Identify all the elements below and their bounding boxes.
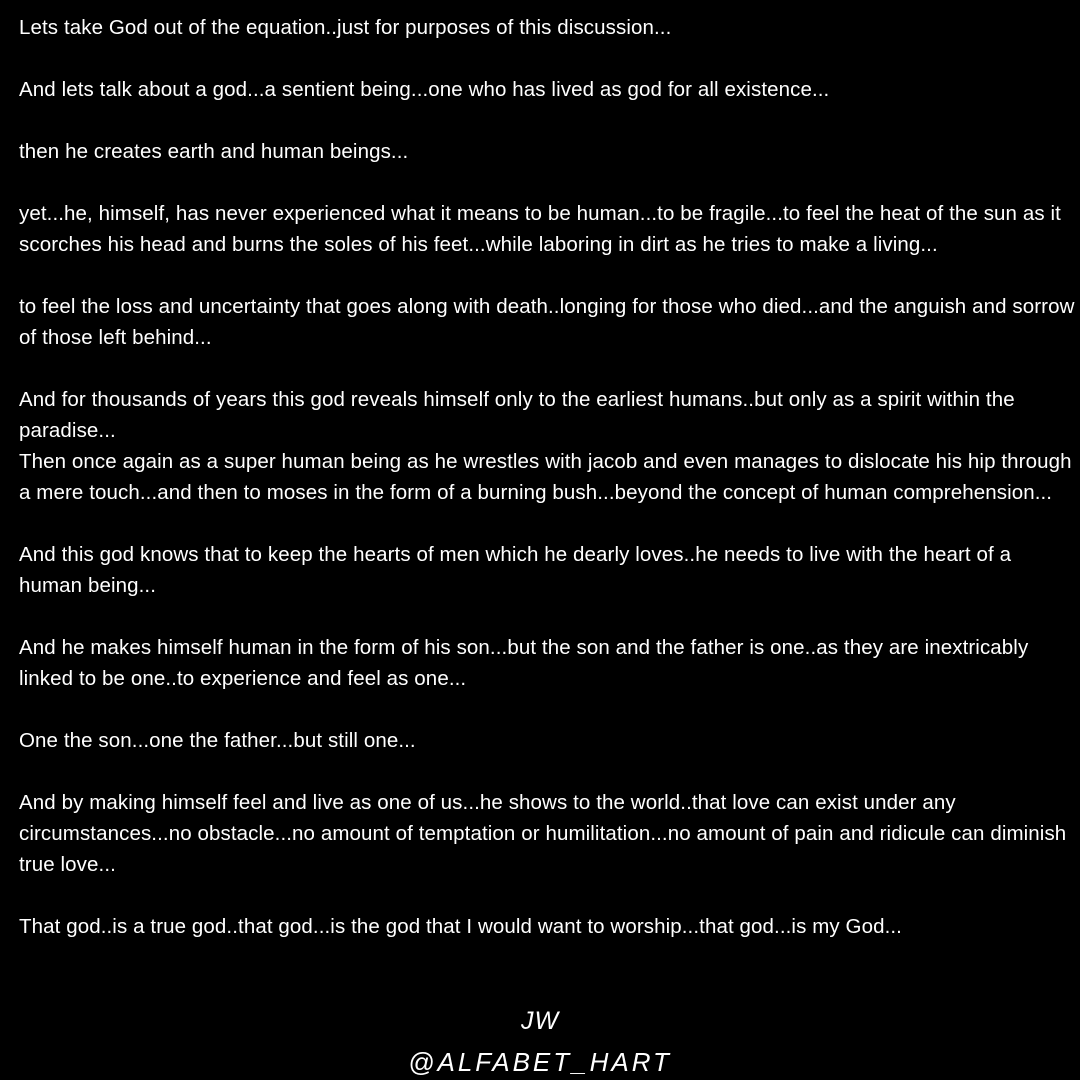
paragraph: That god..is a true god..that god...is the god that I would want to worship...that god...is my God... bbox=[19, 915, 902, 938]
paragraph: And lets talk about a god...a sentient being...one who has lived as god for all existence... bbox=[19, 78, 830, 101]
paragraph: yet...he, himself, has never experienced what it means to be human...to be fragile...to feel the heat of the sun as it scorches his head and burns the soles of his feet...while laboring in dirt as he tries to make a living... bbox=[19, 202, 1061, 256]
paragraph: One the son...one the father...but still one... bbox=[19, 729, 416, 752]
paragraph: And this god knows that to keep the hearts of men which he dearly loves..he needs to live with the heart of a human being... bbox=[19, 543, 1012, 597]
paragraph: And he makes himself human in the form of his son...but the son and the father is one..as they are inextricably linked to be one..to experience and feel as one... bbox=[19, 636, 1029, 690]
author-signature: JW bbox=[520, 1007, 560, 1035]
author-handle: @ALFABET_HART bbox=[408, 1047, 672, 1077]
paragraph: And for thousands of years this god reveals himself only to the earliest humans..but only as a spirit within the paradise... bbox=[19, 388, 1015, 442]
paragraph: Then once again as a super human being as he wrestles with jacob and even manages to dislocate his hip through a mere touch...and then to moses in the form of a burning bush...beyond the concept of human comprehension... bbox=[19, 450, 1072, 504]
poem-body bbox=[19, 12, 1077, 942]
paragraph: Lets take God out of the equation..just for purposes of this discussion... bbox=[19, 16, 672, 39]
paragraph: then he creates earth and human beings... bbox=[19, 140, 409, 163]
paragraph: And by making himself feel and live as one of us...he shows to the world..that love can exist under any circumstances...no obstacle...no amount of temptation or humilitation...no amount of pain and ridicule can diminish true love... bbox=[19, 791, 1067, 876]
paragraph: to feel the loss and uncertainty that goes along with death..longing for those who died...and the anguish and sorrow of those left behind... bbox=[19, 295, 1075, 349]
